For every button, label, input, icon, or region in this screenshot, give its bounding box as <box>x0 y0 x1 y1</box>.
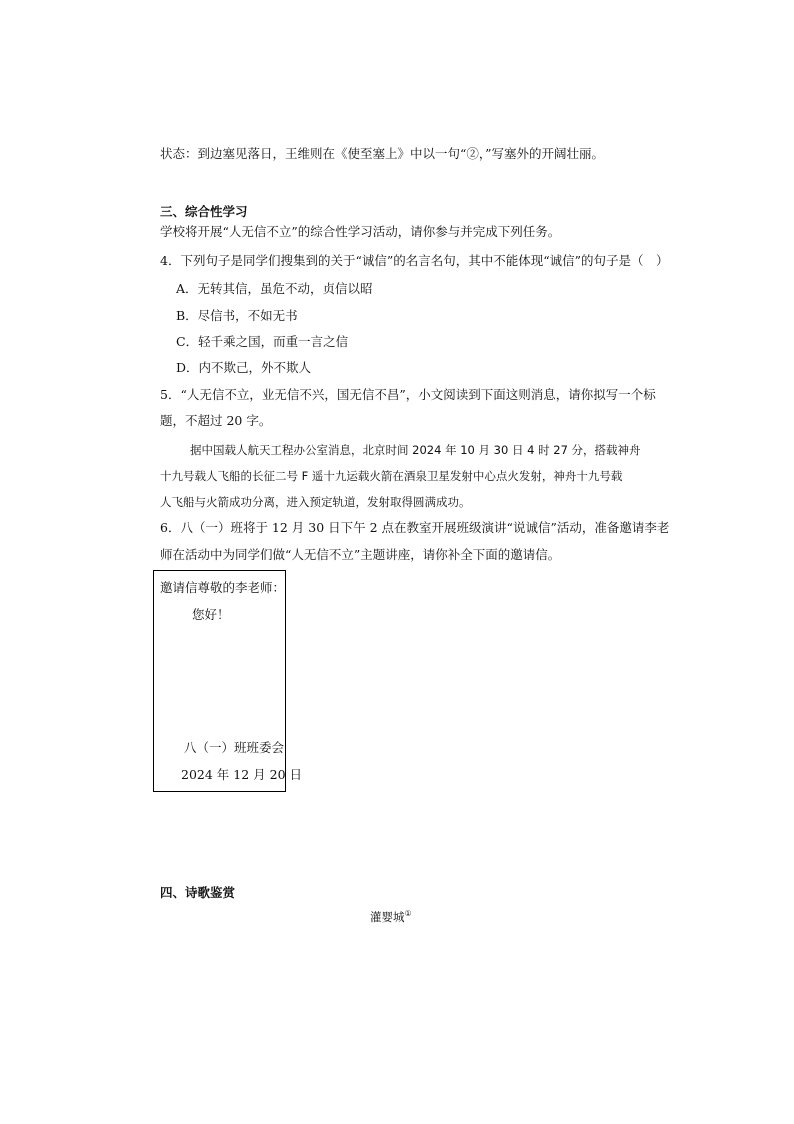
section4-heading: 四、诗歌鉴赏 <box>160 885 236 900</box>
q6-stem-line2: 师在活动中为同学们做“人无信不立”主题讲座，请你补全下面的邀请信。 <box>160 547 561 562</box>
q5-stem-line1: 5．“人无信不立，业无信不兴，国无信不昌”，小文阅读到下面这则消息，请你拟写一个标 <box>160 387 656 402</box>
q5-stem-line2: 题，不超过 20 字。 <box>160 413 272 428</box>
q5-news-line3: 人飞船与火箭成功分离，进入预定轨道，发射取得圆满成功。 <box>160 495 471 509</box>
letter-heading: 邀请信尊敬的李老师： <box>160 580 286 595</box>
poem-note-marker: ① <box>404 909 412 918</box>
q6-stem-line1: 6．八（一）班将于 12 月 30 日下午 2 点在教室开展班级演讲“说诚信”活动，准备邀请李老 <box>160 520 670 535</box>
q4-option-a: A．无转其信，虽危不动，贞信以昭 <box>176 281 373 296</box>
section3-heading: 三、综合性学习 <box>160 204 248 219</box>
q5-news-line1: 据中国载人航天工程办公室消息，北京时间 2024 年 10 月 30 日 4 时 27 分，搭载神舟 <box>190 443 641 457</box>
letter-greeting: 您好！ <box>192 607 230 622</box>
q4-option-d: D．内不欺己，外不欺人 <box>176 360 312 375</box>
q4-option-c: C．轻千乘之国，而重一言之信 <box>176 334 349 349</box>
letter-date: 2024 年 12 月 20 日 <box>181 767 302 782</box>
poem-title-text: 灌婴城 <box>370 909 405 924</box>
q4-stem: 4．下列句子是同学们搜集到的关于“诚信”的名言名句，其中不能体现“诚信”的句子是（ ） <box>160 253 669 268</box>
letter-signature: 八（一）班班委会 <box>184 740 285 755</box>
section3-intro: 学校将开展“人无信不立”的综合性学习活动，请你参与并完成下列任务。 <box>160 224 561 239</box>
invitation-letter-box <box>153 570 302 792</box>
q4-option-b: B．尽信书，不如无书 <box>176 308 298 323</box>
poem-title <box>370 905 412 926</box>
q5-news-line2: 十九号载人飞船的长征二号 F 遥十九运载火箭在酒泉卫星发射中心点火发射，神舟十九号载 <box>160 469 623 483</box>
state-line: 状态：到边塞见落日，王维则在《使至塞上》中以一句“②，”写塞外的开阔壮丽。 <box>160 146 605 161</box>
